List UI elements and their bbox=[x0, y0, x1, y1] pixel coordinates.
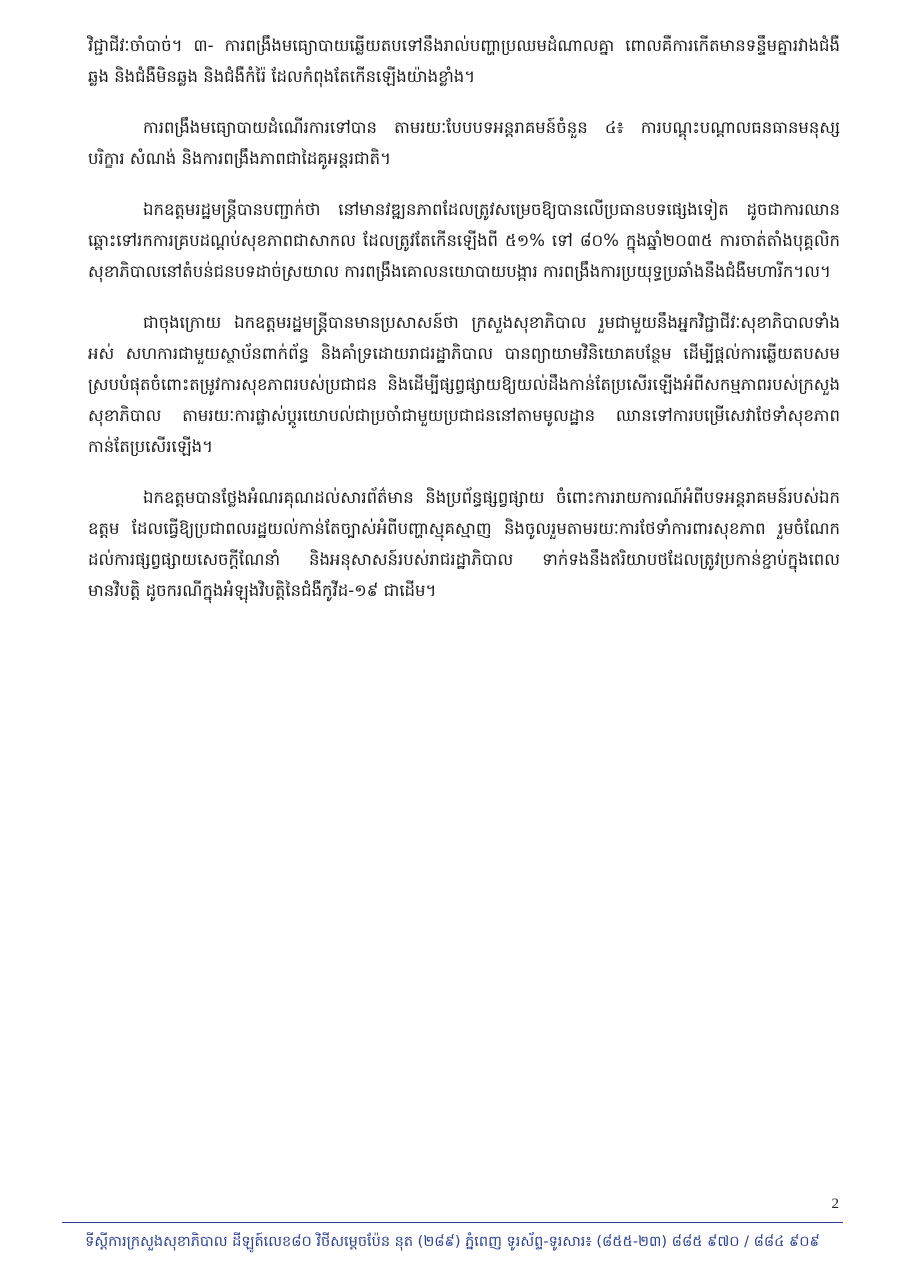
paragraph-2: ការពង្រឹងមធ្យោបាយដំណើរការទៅបាន តាមរយៈបែបបទអន្តរាគមន៍ចំនួន ៤៖ ការបណ្តុះបណ្តាលធនធានមនុស្ស បរិក្ខារ សំណង់ និងការពង្រឹងភាពជាដៃគូអន្តរជាតិ។ bbox=[88, 118, 840, 168]
paragraph-5: ឯកឧត្តមបានថ្លែងអំណរគុណដល់សារព័ត៌មាន និងប្រព័ន្ធផ្សព្វផ្សាយ ចំពោះការរាយការណ៍អំពីបទអន្តរាគមន៍របស់ឯកឧត្តម ដែលធ្វើឱ្យប្រជាពលរដ្ឋយល់កាន់តែច្បាស់អំពីបញ្ហាស្មុគស្មាញ និងចូលរួមតាមរយៈការថែទាំការពារសុខភាព រួមចំណែកដល់ការផ្សព្វផ្សាយសេចក្តីណែនាំ និងអនុសាសន៍របស់រាជរដ្ឋាភិបាល ទាក់ទងនឹងឥរិយាបថដែលត្រូវប្រកាន់ខ្ជាប់ក្នុងពេលមានវិបត្តិ ដូចករណីក្នុងអំឡុងវិបត្តិនៃជំងឺកូវីដ-១៩ ជាដើម។ bbox=[88, 488, 840, 600]
paragraph-4: ជាចុងក្រោយ ឯកឧត្តមរដ្ឋមន្ត្រីបានមានប្រសាសន៍ថា ក្រសួងសុខាភិបាល រួមជាមួយនឹងអ្នកវិជ្ជាជីវៈសុខាភិបាលទាំងអស់ សហការជាមួយស្ថាប័នពាក់ព័ន្ធ និងគាំទ្រដោយរាជរដ្ឋាភិបាល បានព្យាយាមវិនិយោគបន្ថែម ដើម្បីផ្តល់ការឆ្លើយតបសមស្របបំផុតចំពោះតម្រូវការសុខភាពរបស់ប្រជាជន និងដើម្បីផ្សព្វផ្សាយឱ្យយល់ដឹងកាន់តែប្រសើរឡើងអំពីសកម្មភាពរបស់ក្រសួងសុខាភិបាល តាមរយៈការផ្លាស់ប្តូរយោបល់ជាប្រចាំជាមួយប្រជាជននៅតាមមូលដ្ឋាន ឈានទៅការបម្រើសេវាថែទាំសុខភាពកាន់តែប្រសើរឡើង។ bbox=[88, 313, 840, 456]
page-number: 2 bbox=[831, 1196, 839, 1212]
paragraph-3: ឯកឧត្តមរដ្ឋមន្ត្រីបានបញ្ជាក់ថា នៅមានវឌ្ឍនភាពដែលត្រូវសម្រេចឱ្យបានលើប្រធានបទផ្សេងទៀត ដូចជាការឈានឆ្ពោះទៅរកការគ្របដណ្តប់សុខភាពជាសាកល ដែលត្រូវតែកើនឡើងពី ៥១% ទៅ ៨០% ក្នុងឆ្នាំ២០៣៥ ការចាត់តាំងបុគ្គលិកសុខាភិបាលនៅតំបន់ជនបទដាច់ស្រយាល ការពង្រឹងគោលនយោបាយបង្ការ ការពង្រឹងការប្រយុទ្ធប្រឆាំងនឹងជំងឺមហារីក។ល។ bbox=[88, 200, 840, 281]
footer-address: ទីស្តីការក្រសួងសុខាភិបាល ដីឡូត៍លេខ៨០ វិថីសម្តេចប៉ែន នុត (២៨៩) ភ្នំពេញ ទូរស័ព្ទ-ទូរសារ៖ (៨៥៥-២៣) ៨៨៥ ៩៧០ / ៨៨៤ ៩០៩ bbox=[85, 1234, 820, 1250]
document-body bbox=[88, 30, 840, 626]
footer-divider bbox=[62, 1222, 843, 1223]
paragraph-1: វិជ្ជាជីវៈចាំបាច់។ ៣- ការពង្រឹងមធ្យោបាយឆ្លើយតបទៅនឹងរាល់បញ្ហាប្រឈមដំណាលគ្នា ពោលគឺការកើតមានទន្ទឹមគ្នារវាងជំងឺឆ្លង និងជំងឺមិនឆ្លង និងជំងឺកំរ៉ៃ ដែលកំពុងតែកើនឡើងយ៉ាងខ្លាំង។ bbox=[88, 36, 840, 86]
